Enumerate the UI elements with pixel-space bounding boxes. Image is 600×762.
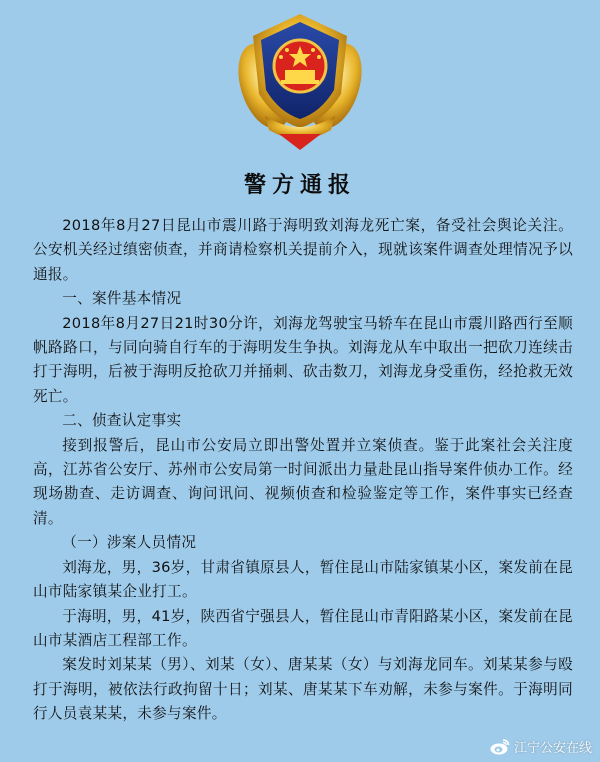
- watermark-text: 江宁公安在线: [513, 740, 592, 756]
- paragraph-person-yu: 于海明，男，41岁，陕西省宁强县人，暂住昆山市青阳路某小区，案发前在昆山市某酒店工程部工作。: [33, 607, 573, 649]
- paragraph-companions: 案发时刘某某（男）、刘某（女）、唐某某（女）与刘海龙同车。刘某某参与殴打于海明，被依法行政拘留十日；刘某、唐某某下车劝解，未参与案件。于海明同行人员袁某某，未参与案件。: [33, 656, 573, 723]
- paragraph-person-liu: 刘海龙，男，36岁，甘肃省镇原县人，暂住昆山市陆家镇某小区，案发前在昆山市陆家镇某企业打工。: [33, 558, 573, 601]
- notice-body: [33, 214, 573, 727]
- weibo-icon: [490, 738, 510, 755]
- watermark: [490, 736, 592, 756]
- section-heading-investigation: 二、侦查认定事实: [62, 412, 182, 430]
- section-heading-basic: 一、案件基本情况: [62, 290, 182, 308]
- paragraph-investigation: 接到报警后，昆山市公安局立即出警处置并立案侦查。鉴于此案社会关注度高，江苏省公安厅、苏州市公安局第一时间派出力量赴昆山指导案件侦办工作。经现场勘查、走访调查、询问讯问、视频侦查和检验鉴定等工作，案件事实已经查清。: [33, 436, 573, 527]
- subsection-heading-persons: （一）涉案人员情况: [62, 534, 197, 552]
- police-emblem-icon: [235, 8, 365, 156]
- paragraph-intro: 2018年8月27日昆山市震川路于海明致刘海龙死亡案，备受社会舆论关注。公安机关经过缜密侦查，并商请检察机关提前介入，现就该案件调查处理情况予以通报。: [33, 217, 573, 283]
- page-title: 警方通报: [243, 173, 356, 198]
- paragraph-basic-facts: 2018年8月27日21时30分许，刘海龙驾驶宝马轿车在昆山市震川路西行至顺帆路路口，与同向骑自行车的于海明发生争执。刘海龙从车中取出一把砍刀连续击打于海明，后被于海明反抢砍刀并捅刺、砍击数刀，刘海龙身受重伤，经抢救无效死亡。: [33, 314, 573, 405]
